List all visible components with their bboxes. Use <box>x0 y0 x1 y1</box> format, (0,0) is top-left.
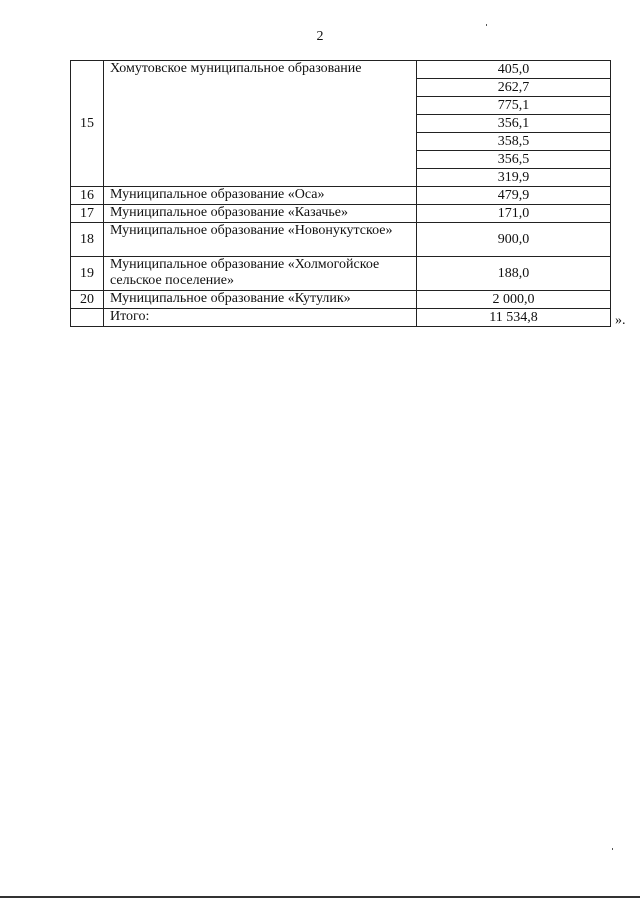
scan-edge-line <box>0 896 640 898</box>
row-number: 15 <box>71 61 104 187</box>
row-number: 16 <box>71 187 104 205</box>
table-row <box>71 257 611 291</box>
row-number: 18 <box>71 223 104 257</box>
municipality-name: Муниципальное образование «Холмогойское сельское поселение» <box>104 257 417 291</box>
total-row <box>71 309 611 327</box>
table-row <box>71 187 611 205</box>
municipality-name: Муниципальное образование «Оса» <box>104 187 417 205</box>
row-number <box>71 309 104 327</box>
municipality-name: Хомутовское муниципальное образование <box>104 61 417 187</box>
municipality-name: Муниципальное образование «Новонукутское» <box>104 223 417 257</box>
municipality-name: Муниципальное образование «Казачье» <box>104 205 417 223</box>
total-amount: 11 534,8 <box>417 309 611 327</box>
amount-cell: 358,5 <box>417 133 611 151</box>
closing-quote: ». <box>615 313 626 328</box>
row-number: 20 <box>71 291 104 309</box>
amount-cell: 479,9 <box>417 187 611 205</box>
scan-speck <box>612 848 613 850</box>
amount-cell: 900,0 <box>417 223 611 257</box>
municipality-name: Муниципальное образование «Кутулик» <box>104 291 417 309</box>
row-number: 17 <box>71 205 104 223</box>
amount-cell: 356,5 <box>417 151 611 169</box>
amount-cell: 262,7 <box>417 79 611 97</box>
table-row <box>71 291 611 309</box>
allocation-table <box>70 60 611 327</box>
amount-cell: 171,0 <box>417 205 611 223</box>
amount-cell: 188,0 <box>417 257 611 291</box>
table-row <box>71 205 611 223</box>
amount-cell: 319,9 <box>417 169 611 187</box>
total-label: Итого: <box>104 309 417 327</box>
table-row <box>71 61 611 79</box>
amount-cell: 775,1 <box>417 97 611 115</box>
row-number: 19 <box>71 257 104 291</box>
table-row <box>71 223 611 257</box>
amount-cell: 356,1 <box>417 115 611 133</box>
amount-cell: 405,0 <box>417 61 611 79</box>
page-number: 2 <box>316 29 324 44</box>
scan-speck <box>486 24 487 26</box>
amount-cell: 2 000,0 <box>417 291 611 309</box>
